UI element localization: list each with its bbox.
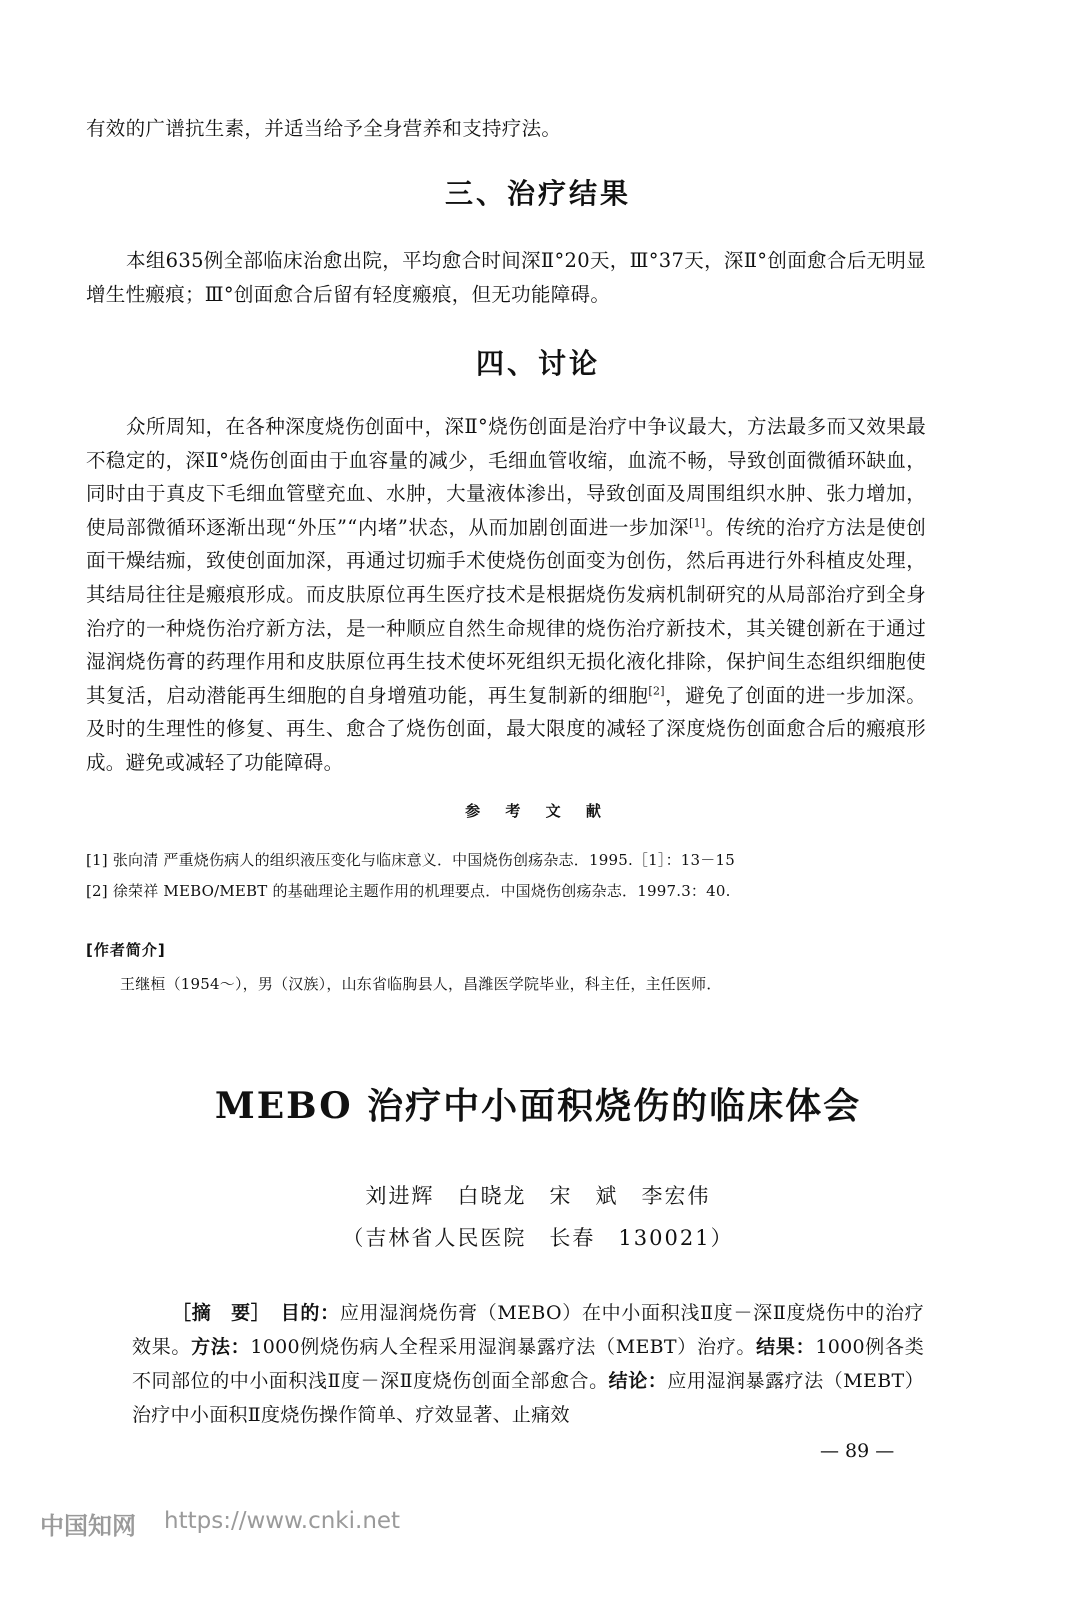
abstract-result: 1000例各类不同部位的中小面积浅Ⅱ度－深Ⅱ度烧伤创面全部愈合。 — [132, 1336, 925, 1392]
section-discussion-text — [86, 410, 926, 780]
abstract-label: ［摘 要］ — [172, 1302, 262, 1324]
abstract-purpose: 应用湿润烧伤膏（MEBO）在中小面积浅Ⅱ度－深Ⅱ度烧伤中的治疗效果。 — [132, 1302, 924, 1358]
discussion-part-2: 。传统的治疗方法是使创面干燥结痂，致使创面加深，再通过切痂手术使烧伤创面变为创伤，然后再进行外科植皮处理，其结局往往是瘢痕形成。而皮肤原位再生医疗技术是根据烧伤发病机制研究的从局部治疗到全身治疗的一种烧伤治疗新方法，是一种顺应自然生命规律的烧伤治疗新技术，其关键创新在于通过湿润烧伤膏的药理作用和皮肤原位再生技术使坏死组织无损化液化排除，保护间生态组织细胞使其复活，启动潜能再生细胞的自身增殖功能，再生复制新的细胞 — [86, 515, 926, 707]
author-bio-label: [作者简介] — [86, 941, 166, 959]
abstract-purpose-label: 目的： — [280, 1302, 340, 1324]
cnki-logo: 中国知网 — [40, 1512, 136, 1540]
abstract-conclusion-label: 结论： — [608, 1370, 668, 1392]
section-heading-results: 三、治疗结果 — [444, 177, 631, 210]
section-results-text: 本组635例全部临床治愈出院，平均愈合时间深Ⅱ°20天，Ⅲ°37天，深Ⅱ°创面愈合后无明显增生性瘢痕；Ⅲ°创面愈合后留有轻度瘢痕，但无功能障碍。 — [86, 249, 926, 306]
article-title: MEBO 治疗中小面积烧伤的临床体会 — [214, 1085, 862, 1127]
references-heading: 参 考 文 献 — [465, 802, 611, 820]
citation-1: [1] — [689, 516, 706, 530]
abstract-method: 1000例烧伤病人全程采用湿润暴露疗法（MEBT）治疗。 — [250, 1336, 757, 1358]
abstract — [132, 1296, 924, 1432]
reference-item: [2] 徐荣祥 MEBO/MEBT 的基础理论主题作用的机理要点．中国烧伤创疡杂志．1997.3：40. — [86, 882, 731, 900]
reference-item: [1] 张向清 严重烧伤病人的组织液压变化与临床意义．中国烧伤创疡杂志．1995.［1］：13－15 — [86, 851, 735, 869]
article-authors: 刘进辉 白晓龙 宋 斌 李宏伟 — [365, 1184, 711, 1208]
continuation-text: 有效的广谱抗生素，并适当给予全身营养和支持疗法。 — [86, 117, 562, 140]
article-affiliation: （吉林省人民医院 长春 130021） — [342, 1226, 734, 1250]
abstract-method-label: 方法： — [191, 1336, 251, 1358]
discussion-part-1: 众所周知，在各种深度烧伤创面中，深Ⅱ°烧伤创面是治疗中争议最大，方法最多而又效果最不稳定的，深Ⅱ°烧伤创面由于血容量的减少，毛细血管收缩，血流不畅，导致创面微循环缺血，同时由于真皮下毛细血管壁充血、水肿，大量液体渗出，导致创面及周围组织水肿、张力增加，使局部微循环逐渐出现“外压”“内堵”状态，从而加剧创面进一步加深 — [86, 415, 926, 539]
page-number: — 89 — — [820, 1440, 895, 1462]
author-bio-text: 王继桓（1954～），男（汉族），山东省临朐县人，昌潍医学院毕业，科主任，主任医师． — [120, 975, 722, 993]
abstract-conclusion: 应用湿润暴露疗法（MEBT）治疗中小面积Ⅱ度烧伤操作简单、疗效显著、止痛效 — [132, 1370, 924, 1426]
cnki-url[interactable]: https://www.cnki.net — [164, 1508, 401, 1534]
discussion-part-3: ，避免了创面的进一步加深。及时的生理性的修复、再生、愈合了烧伤创面，最大限度的减轻了深度烧伤创面愈合后的瘢痕形成。避免或减轻了功能障碍。 — [86, 683, 927, 774]
abstract-result-label: 结果： — [756, 1336, 816, 1358]
section-heading-discussion: 四、讨论 — [475, 347, 600, 380]
citation-2: [2] — [648, 684, 665, 698]
